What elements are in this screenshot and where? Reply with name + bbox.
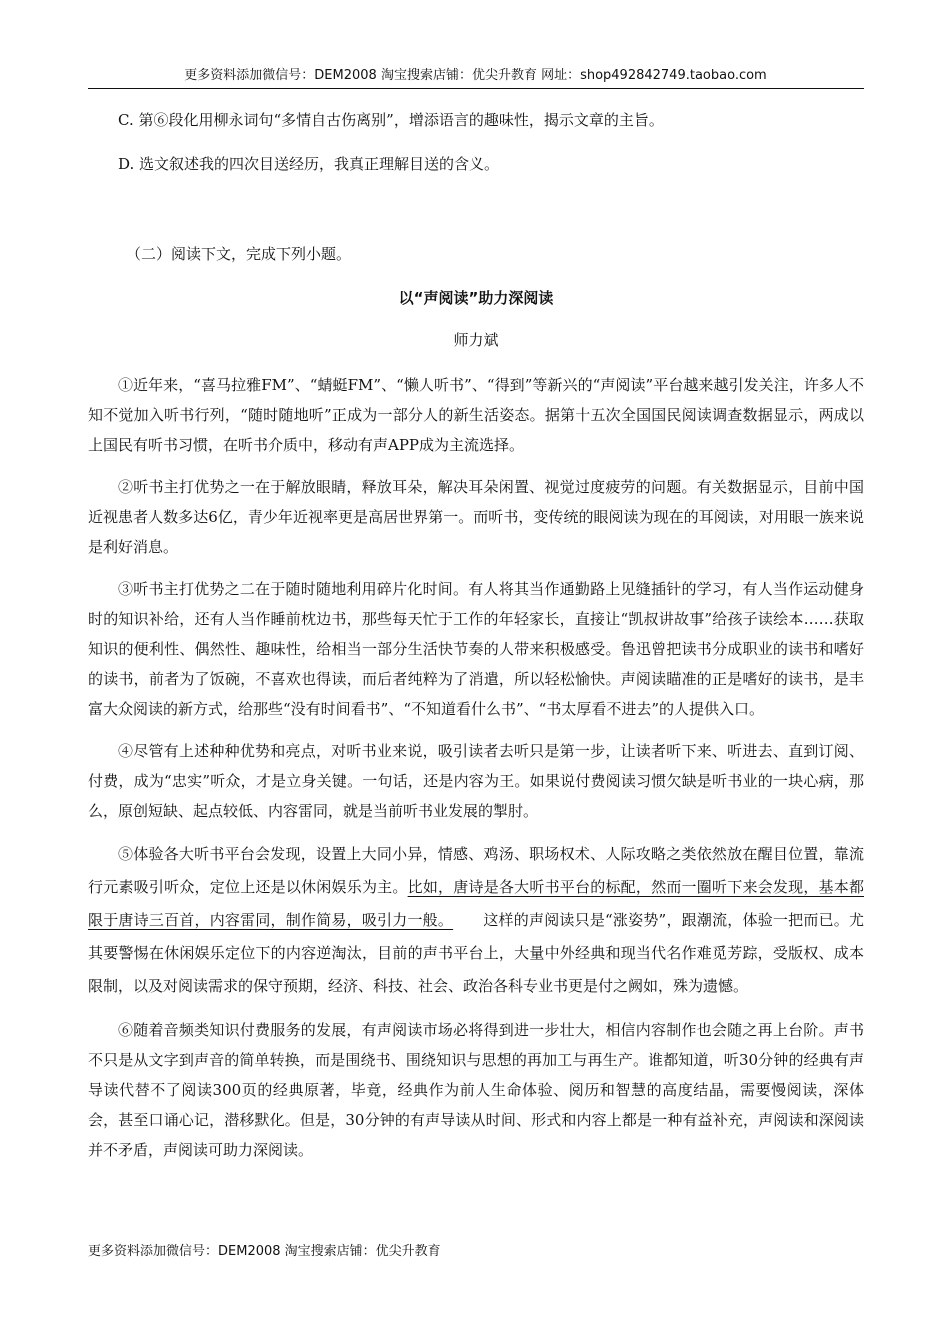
paragraph-5-underlined-sentence: 比如，唐诗是各大听书平台的标配，然而一圈听下来会发现，基本都限于唐诗三百首，内容雷同，制作简易，吸引力一般。 bbox=[88, 878, 864, 929]
section-label: （二）阅读下文，完成下列小题。 bbox=[126, 245, 352, 263]
paragraph-5 bbox=[88, 838, 864, 1003]
paragraph-6: ⑥随着音频类知识付费服务的发展，有声阅读市场必将得到进一步壮大，相信内容制作也会随之再上台阶。声书不只是从文字到声音的简单转换，而是围绕书、围绕知识与思想的再加工与再生产。谁都知道，听30分钟的经典有声导读代替不了阅读300页的经典原著，毕竟，经典作为前人生命体验、阅历和智慧的高度结晶，需要慢阅读，深体会，甚至口诵心记，潜移默化。但是，30分钟的有声导读从时间、形式和内容上都是一种有益补充，声阅读和深阅读并不矛盾，声阅读可助力深阅读。 bbox=[88, 1021, 864, 1159]
paragraph-4: ④尽管有上述种种优势和亮点，对听书业来说，吸引读者去听只是第一步，让读者听下来、听进去、直到订阅、付费，成为“忠实”听众，才是立身关键。一句话，还是内容为王。如果说付费阅读习惯欠缺是听书业的一块心病，那么，原创短缺、起点较低、内容雷同，就是当前听书业发展的掣肘。 bbox=[88, 742, 864, 820]
page-header: 更多资料添加微信号：DEM2008 淘宝搜索店铺：优尖升教育 网址：shop492842749.taobao.com bbox=[184, 68, 767, 83]
article-title: 以“声阅读”助力深阅读 bbox=[398, 289, 554, 307]
paragraph-5-start: ⑤体验各大听书平台会发现，设置上大同小异，情感、鸡汤、职场权术、人际攻略之类依然放在醒目位置，靠流行元素吸引听众，定位上还是以休闲娱乐为主。 bbox=[88, 845, 864, 896]
document-body bbox=[88, 106, 864, 1165]
paragraph-5-end: 这样的声阅读只是“涨姿势”，跟潮流，体验一把而已。尤其要警惕在休闲娱乐定位下的内容逆淘汰，目前的声书平台上，大量中外经典和现当代名作难觅芳踪，受版权、成本限制，以及对阅读需求的保守预期，经济、科技、社会、政治各科专业书更是付之阙如，殊为遗憾。 bbox=[88, 911, 864, 995]
article-author: 师力斌 bbox=[453, 331, 499, 349]
header-divider bbox=[88, 88, 864, 89]
paragraph-2: ②听书主打优势之一在于解放眼睛，释放耳朵，解决耳朵闲置、视觉过度疲劳的问题。有关数据显示，目前中国近视患者人数多达6亿，青少年近视率更是高居世界第一。而听书，变传统的眼阅读为现在的耳阅读，对用眼一族来说是利好消息。 bbox=[88, 478, 864, 556]
option-c: C. 第⑥段化用柳永词句“多情自古伤离别”，增添语言的趣味性，揭示文章的主旨。 bbox=[118, 111, 664, 129]
option-d: D. 选文叙述我的四次目送经历，我真正理解目送的含义。 bbox=[118, 155, 500, 173]
paragraph-3: ③听书主打优势之二在于随时随地利用碎片化时间。有人将其当作通勤路上见缝插针的学习，有人当作运动健身时的知识补给，还有人当作睡前枕边书，那些每天忙于工作的年轻家长，直接让“凯叔讲故事”给孩子读绘本……获取知识的便利性、偶然性、趣味性，给相当一部分生活快节奏的人带来积极感受。鲁迅曾把读书分成职业的读书和嗜好的读书，前者为了饭碗，不喜欢也得读，而后者纯粹为了消遣，所以轻松愉快。声阅读瞄准的正是嗜好的读书，是丰富大众阅读的新方式，给那些“没有时间看书”、“不知道看什么书”、“书太厚看不进去”的人提供入口。 bbox=[88, 580, 864, 718]
page-footer: 更多资料添加微信号：DEM2008 淘宝搜索店铺：优尖升教育 bbox=[88, 1244, 441, 1259]
paragraph-1: ①近年来，“喜马拉雅FM”、“蜻蜓FM”、“懒人听书”、“得到”等新兴的“声阅读”平台越来越引发关注，许多人不知不觉加入听书行列，“随时随地听”正成为一部分人的新生活姿态。据第十五次全国国民阅读调查数据显示，两成以上国民有听书习惯，在听书介质中，移动有声APP成为主流选择。 bbox=[88, 376, 864, 454]
